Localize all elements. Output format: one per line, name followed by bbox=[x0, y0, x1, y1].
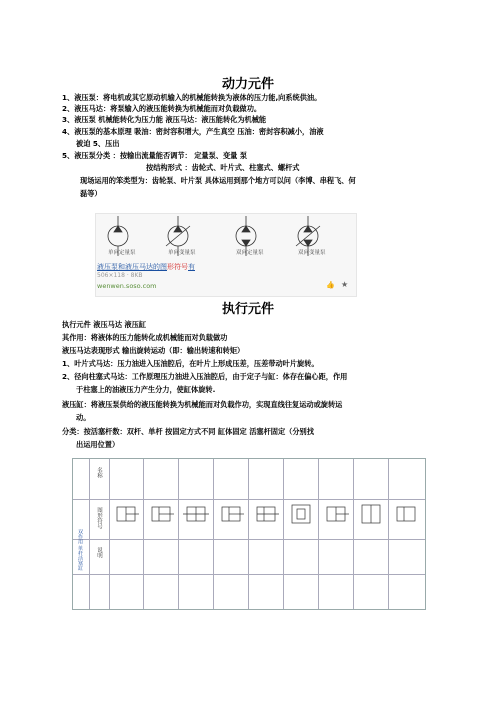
text-line: 3、液压泵 机械能转化为压力能 液压马达：液压能转化为机械能 bbox=[62, 115, 267, 124]
text-line: 2、径向柱塞式马达：工作原理压力油进入压油腔后，由于定子与缸：体存在偏心距，作用 bbox=[62, 372, 348, 381]
image-meta: 506×118 · 8KB bbox=[97, 272, 143, 279]
thumbs-icon[interactable]: 👍 bbox=[326, 281, 335, 289]
text-line: 5、液压泵分类 ：按输出流量能否调节： 定量泵、变量 泵 bbox=[62, 151, 248, 160]
text-line: 液压缸：将液压泵供给的液压能转换为机械能而对负载作功，实现直线往复运动或旋转运 bbox=[62, 400, 343, 409]
text-line: 按结构形式 ：齿轮式、叶片式、柱塞式、螺杆式 bbox=[146, 163, 300, 172]
text-line: 被迫 5、压出 bbox=[76, 139, 120, 148]
text-line: 磊等） bbox=[80, 189, 102, 198]
pump-label: 单向定量泵 bbox=[108, 250, 136, 256]
cylinder-symbols bbox=[73, 459, 425, 609]
text-line: 现场运用的笨类型为：齿轮泵、叶片泵 具体运用到那个地方可以问（李博、串程飞、何 bbox=[80, 176, 356, 185]
row-label: 名称 bbox=[96, 467, 102, 478]
caption-link[interactable]: 液压泵和液压马达的图 bbox=[97, 263, 167, 271]
text-line: 执行元件 液压马达 液压缸 bbox=[62, 320, 147, 329]
text-line: 2、液压马达：将泵输入的液压能转换为机械能而对负载做功。 bbox=[62, 104, 262, 113]
text-line: 4、液压泵的基本原理 吸油：密封容积增大，产生真空 压油：密封容积减小，油液 bbox=[62, 127, 324, 136]
section2-title: 执行元件 bbox=[221, 302, 274, 317]
source-url[interactable]: wenwen.soso.com bbox=[97, 282, 157, 290]
pump-label: 双向变量泵 bbox=[298, 250, 326, 256]
image-caption[interactable] bbox=[97, 262, 195, 272]
text-line: 1、叶片式马达：压力油进入压油腔后，在叶片上形成压差，压差带动叶片旋转。 bbox=[62, 359, 319, 368]
cylinder-table-image bbox=[72, 458, 426, 610]
row-label: 图形符号 bbox=[96, 507, 102, 529]
text-line: 1、液压泵：将电机或其它原动机输入的机械能转换为液体的压力能,向系统供油。 bbox=[62, 93, 322, 102]
pump-label: 单向变量泵 bbox=[168, 250, 196, 256]
row-label: 说明 bbox=[96, 547, 102, 558]
pump-label: 双向定量泵 bbox=[236, 250, 264, 256]
text-line: 出运用位置） bbox=[76, 440, 120, 449]
star-icon[interactable]: ★ bbox=[341, 280, 349, 289]
pump-symbols-image bbox=[95, 213, 357, 297]
text-line: 动。 bbox=[76, 413, 91, 422]
caption-link-end[interactable]: 有 bbox=[188, 263, 195, 271]
text-line: 其作用：将液体的压力能转化成机械能而对负载做功 bbox=[62, 333, 228, 342]
text-line: 分类：按活塞杆数：双杆、单杆 按固定方式不同 缸体固定 活塞杆固定（分别找 bbox=[62, 427, 314, 436]
section1-title: 动力元件 bbox=[221, 77, 274, 92]
text-line: 于柱塞上的油液压力产生分力，使缸体旋转. bbox=[76, 385, 216, 394]
caption-highlight[interactable]: 形符号 bbox=[167, 263, 188, 271]
text-line: 液压马达表现形式 输出旋转运动（即：输出转速和转矩） bbox=[62, 346, 245, 355]
side-label: 双作用 单杆活塞缸 bbox=[77, 529, 83, 571]
